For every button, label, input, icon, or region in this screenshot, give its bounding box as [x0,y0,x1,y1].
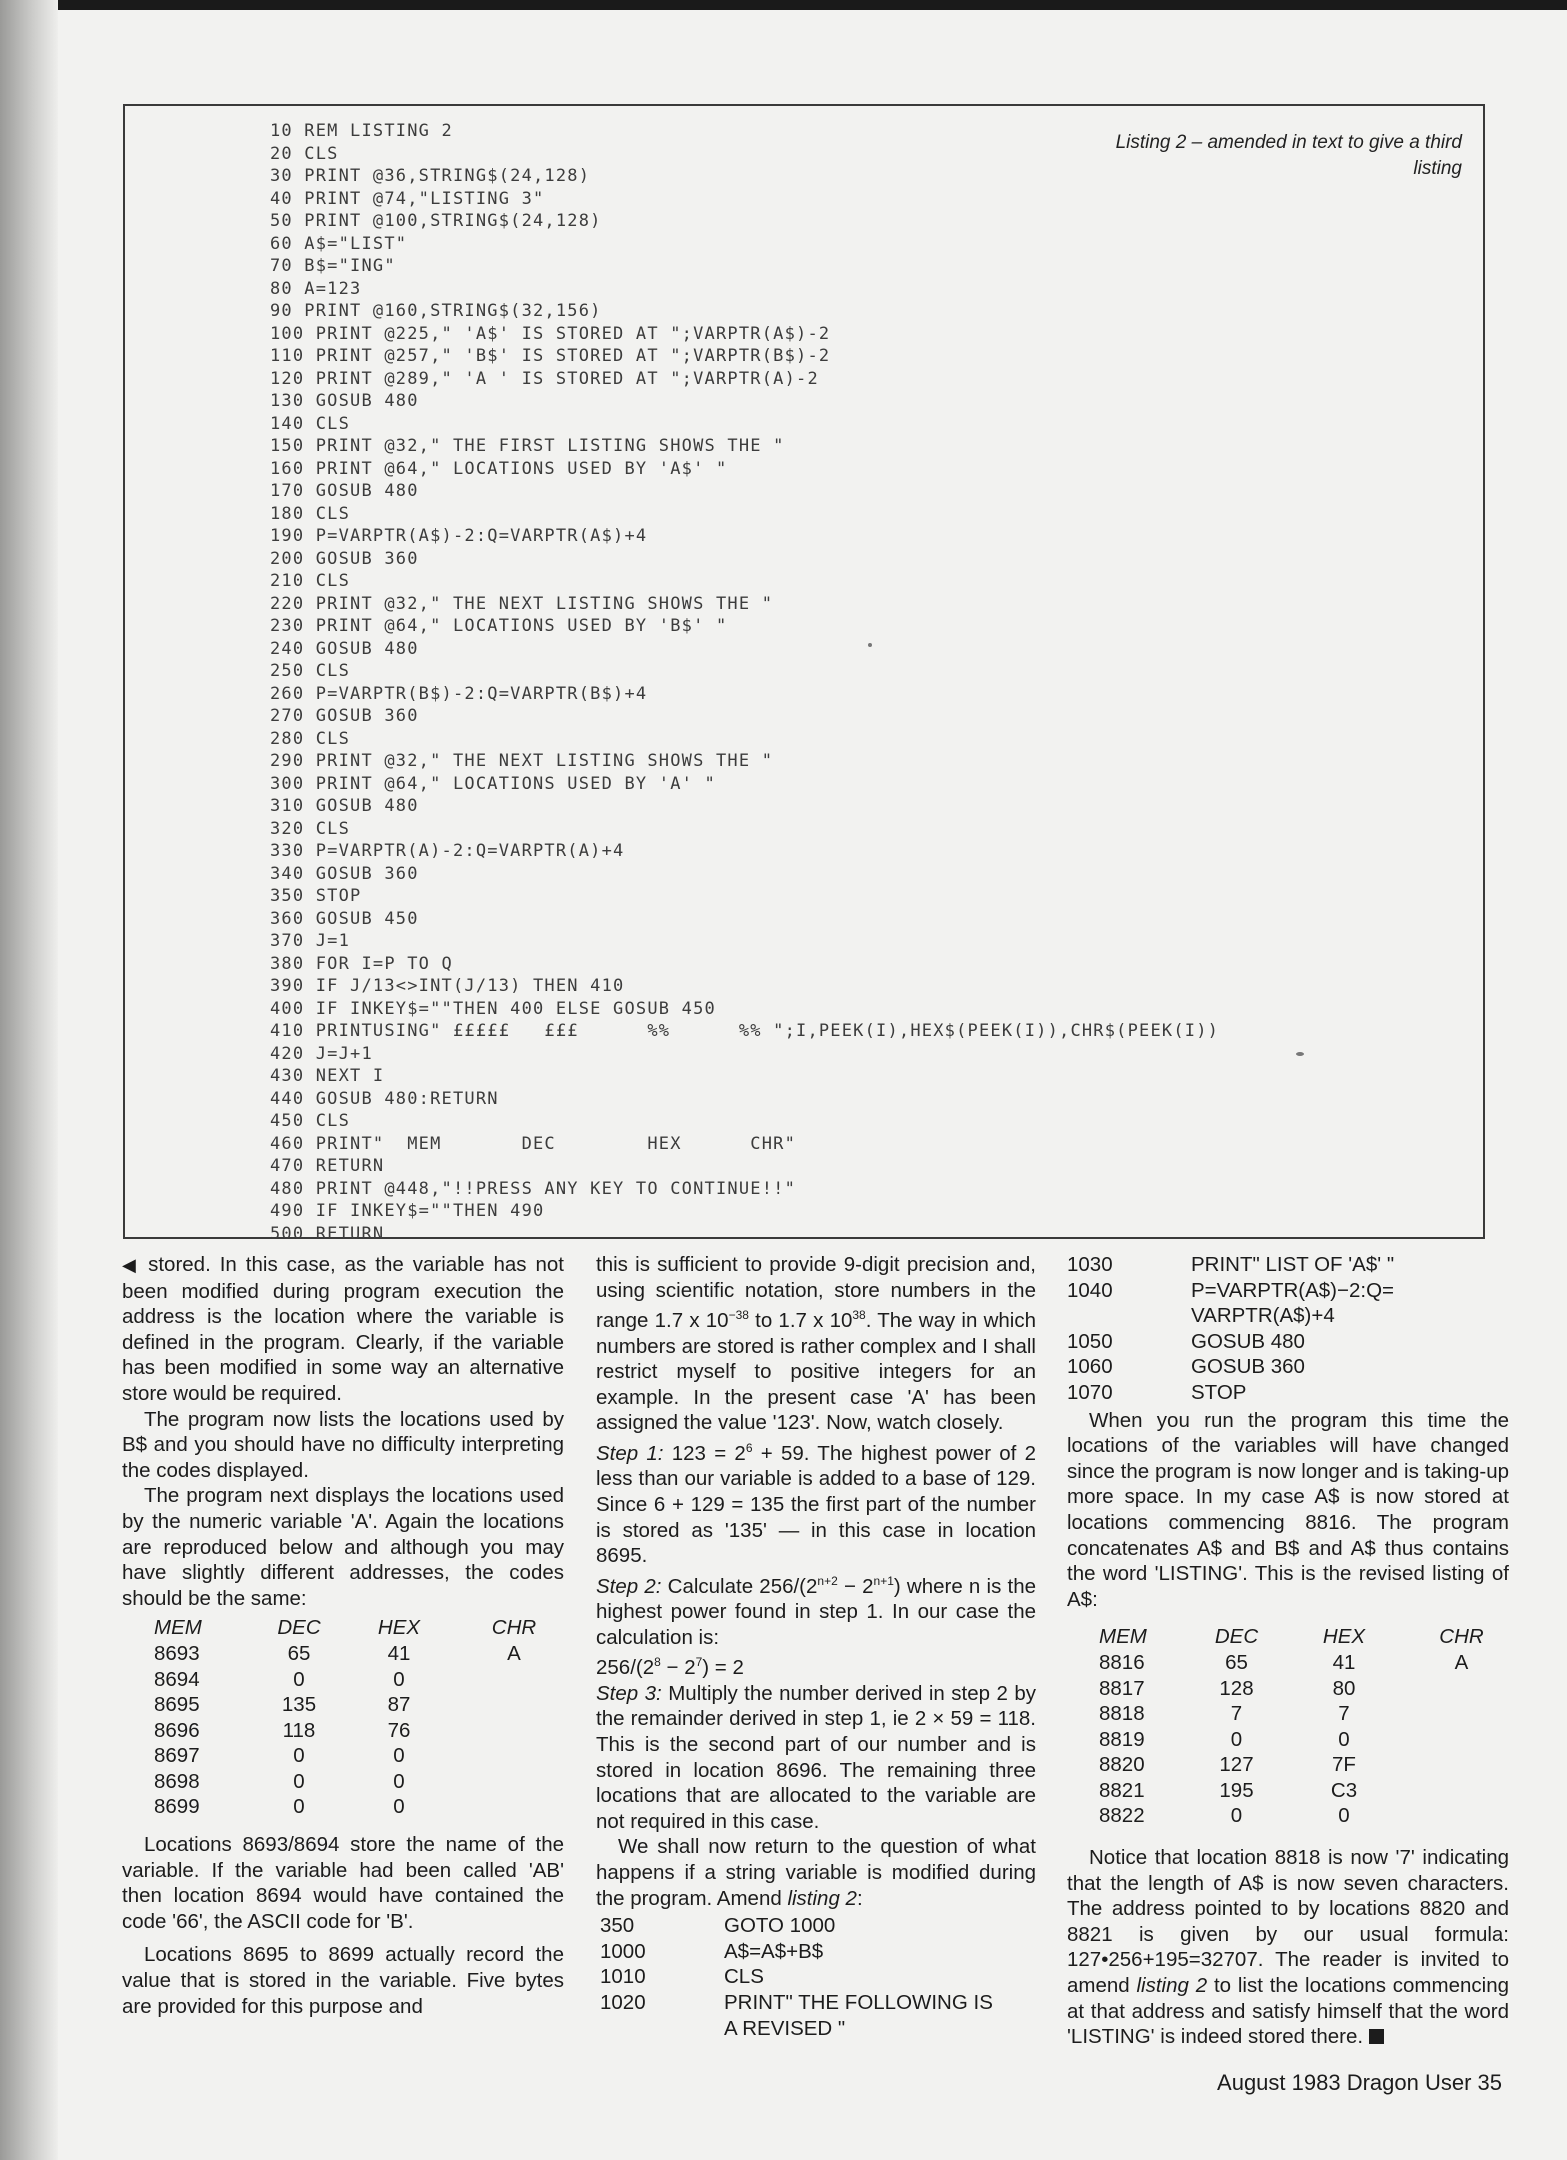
calculation: $256/(2^8 - 2^7) = 2$ [596,1655,744,1680]
line-text: GOSUB 360 [1191,1355,1305,1379]
code-line: 50 PRINT @100,STRING$(24,128) [270,211,602,231]
table-cell [464,1769,564,1795]
table-cell: 41 [387,1641,411,1665]
paragraph: Step 1: $123 = 2^6 + 59$. The highest power of 2 less than our variable is added to a base of 129. Since 6 + 129 = 135 the first part of the number is stored as '135' — in this case in location 8695. [596,1440,1037,1568]
line-text: P=VARPTR(A$)−2:Q= [1191,1278,1394,1302]
table-cell: 76 [387,1718,411,1742]
code-line: 340 GOSUB 360 [270,863,419,884]
table-cell: 0 [293,1769,305,1793]
page-footer: August 1983 Dragon User 35 [1217,2070,1502,2095]
table-cell: A [1454,1650,1469,1674]
table-cell: 195 [1219,1778,1254,1802]
program-line [1067,1329,1509,1355]
program-line [596,1939,1036,1965]
code-line: 170 GOSUB 480 [270,481,419,501]
paragraph: Locations 8693/8694 store the name of the variable. If the variable had been called 'AB' then location 8694 would have contained the code '66', the ASCII code for 'B'. [122,1833,564,1933]
table-cell [464,1718,564,1744]
code-line: 240 GOSUB 480 [270,638,419,659]
table-row [1067,1650,1509,1676]
table-cell: 8817 [1099,1676,1145,1700]
table-row [122,1641,564,1667]
line-number: 1040 [1067,1278,1113,1302]
table-cell: 0 [393,1795,405,1819]
table-cell: 8816 [1099,1650,1145,1674]
paragraph: Step 3: Multiply the number derived in step 2 by the remainder derived in step 1, ie 2 × 59 = 118. This is the second part of our number and is stored in location 8696. The remaining three locations that are allocated to the variable are not required in this case. [596,1681,1036,1833]
code-line: 100 PRINT @225," 'A$' IS STORED AT ";VARPTR(A$)-2 [270,323,831,344]
table-cell [1414,1778,1509,1804]
table-cell [464,1692,564,1718]
page-top-edge [0,0,1567,10]
code-line: 150 PRINT @32," THE FIRST LISTING SHOWS THE " [270,436,785,456]
table-cell [464,1743,564,1769]
table-cell: 128 [1219,1676,1254,1700]
code-line: 110 PRINT @257," 'B$' IS STORED AT ";VARPTR(B$)-2 [270,346,831,366]
table-cell: 87 [387,1693,411,1717]
program-line [1067,1354,1509,1380]
program-amendment [596,1913,1036,2041]
line-text: PRINT" THE FOLLOWING IS [724,1990,993,2014]
line-text: VARPTR(A$)+4 [1191,1304,1335,1328]
table-cell: 8818 [1099,1702,1145,1726]
code-line: 390 IF J/13<>INT(J/13) THEN 410 [270,976,625,996]
print-speck [868,643,872,647]
line-number: 1070 [1067,1380,1113,1404]
table-header: MEM [1099,1625,1147,1649]
code-line: 70 B$="ING" [270,256,396,276]
table-row [1067,1701,1509,1727]
table-cell: 8819 [1099,1727,1145,1751]
line-number: 1010 [600,1965,646,1989]
paragraph: We shall now return to the question of what happens if a string variable is modified during the program. Amend listing 2: [596,1835,1036,1910]
code-line: 160 PRINT @64," LOCATIONS USED BY 'A$' " [270,458,728,479]
code-line: 300 PRINT @64," LOCATIONS USED BY 'A' " [270,773,716,794]
code-line: 270 GOSUB 360 [270,706,419,726]
code-line: 400 IF INKEY$=""THEN 400 ELSE GOSUB 450 [270,998,716,1019]
code-line: 60 A$="LIST" [270,233,408,254]
continued-marker-icon: ◀ [122,1255,140,1275]
table-row [1067,1752,1509,1778]
table-row [122,1667,564,1693]
line-text: STOP [1191,1380,1247,1404]
table-cell: 8695 [154,1693,200,1717]
basic-listing [270,120,1380,1245]
table-cell: 80 [1332,1676,1356,1700]
code-line: 450 CLS [270,1111,351,1131]
table-cell: 8697 [154,1744,200,1768]
code-line: 220 PRINT @32," THE NEXT LISTING SHOWS THE " [270,593,774,614]
code-line: 90 PRINT @160,STRING$(32,156) [270,301,602,321]
paragraph: The program now lists the locations used by B$ and you should have no difficulty interpreting the codes displayed. [122,1407,564,1482]
paragraph: this is sufficient to provide 9-digit precision and, using scientific notation, store numbers in the range 1.7 x $10^{-38}$ to 1.7 x $10^{38}$. The way in which numbers are stored is rather complex and I shall restrict myself to positive integers for an example. In the present case 'A' has been assigned the value '123'. Now, watch closely. [596,1253,1036,1435]
program-line [596,2016,1036,2042]
code-line: 200 GOSUB 360 [270,548,419,569]
program-amendment [1067,1252,1509,1406]
table-cell: 0 [393,1769,405,1793]
line-text: A$=A$+B$ [724,1939,824,1963]
code-line: 460 PRINT" MEM DEC HEX CHR" [270,1133,797,1154]
memory-table-b [1067,1624,1509,1829]
line-text: GOSUB 480 [1191,1329,1305,1353]
table-header: DEC [1214,1625,1259,1649]
table-cell: 8822 [1099,1804,1145,1828]
code-line: 210 CLS [270,571,351,591]
table-row [122,1692,564,1718]
table-cell: 8821 [1099,1778,1145,1802]
code-line: 410 PRINTUSING" £££££ £££ %% %% ";I,PEEK(I),HEX$(PEEK(I)),CHR$(PEEK(I)) [270,1021,1220,1041]
table-header: MEM [154,1616,202,1640]
table-cell: 7 [1230,1702,1243,1726]
table-cell: 0 [293,1744,305,1768]
table-cell: 0 [393,1667,405,1691]
table-cell: 65 [287,1641,311,1665]
table-cell: 0 [1230,1804,1243,1828]
print-speck [1296,1052,1304,1056]
line-number: 1060 [1067,1355,1113,1379]
code-line: 490 IF INKEY$=""THEN 490 [270,1201,545,1221]
table-row [122,1794,564,1820]
table-cell: 0 [1338,1727,1350,1751]
table-cell: A [507,1641,521,1665]
table-cell: 8696 [154,1718,200,1742]
table-cell [1414,1676,1509,1702]
code-line: 30 PRINT @36,STRING$(24,128) [270,166,591,186]
program-line [1067,1252,1509,1278]
code-line: 10 REM LISTING 2 [270,121,453,141]
program-line [596,1990,1036,2016]
program-line [596,1913,1036,1939]
table-cell: C3 [1330,1778,1358,1802]
line-number: 350 [600,1914,635,1938]
table-cell: 135 [281,1693,317,1717]
code-line: 500 RETURN [270,1223,385,1244]
table-header: CHR [1439,1625,1484,1649]
code-line: 130 GOSUB 480 [270,391,419,411]
code-line: 380 FOR I=P TO Q [270,953,453,974]
code-line: 280 CLS [270,728,351,749]
table-row [1067,1778,1509,1804]
table-cell [1414,1701,1509,1727]
table-cell: 7F [1332,1753,1356,1777]
code-line: 330 P=VARPTR(A)-2:Q=VARPTR(A)+4 [270,841,625,861]
table-header: HEX [1322,1625,1366,1649]
article-column-2 [596,1252,1036,2043]
code-line: 370 J=1 [270,931,351,951]
table-cell: 127 [1219,1753,1254,1777]
table-cell: 8698 [154,1769,200,1793]
article-column-3 [1067,1252,1509,2050]
table-cell: 7 [1338,1702,1350,1726]
code-line: 260 P=VARPTR(B$)-2:Q=VARPTR(B$)+4 [270,683,648,704]
table-cell [464,1667,564,1693]
code-line: 40 PRINT @74,"LISTING 3" [270,188,545,209]
table-cell: 8820 [1099,1753,1145,1777]
line-number [596,2016,724,2042]
table-cell: 8699 [154,1795,200,1819]
table-cell: 0 [293,1667,305,1691]
paragraph: Notice that location 8818 is now '7' indicating that the length of A$ is now seven characters. The address pointed to by locations 8820 and 8821 is given by our usual formula: 127•256+195=32707. The reader is invited to amend listing 2 to list the locations commencing at that address and satisfy himself that the word 'LISTING' is indeed stored there. [1067,1846,1509,2049]
code-line: 20 CLS [270,143,339,164]
paragraph: Locations 8695 to 8699 actually record the value that is stored in the variable. Five bytes are provided for this purpose and [122,1943,564,2018]
table-cell: 41 [1332,1650,1356,1674]
line-number [1067,1303,1191,1329]
code-line: 360 GOSUB 450 [270,908,419,929]
line-number: 1020 [600,1990,646,2014]
program-line [1067,1380,1509,1406]
line-text: A REVISED " [724,2016,846,2040]
table-cell: 0 [393,1744,405,1768]
code-line: 350 STOP [270,886,362,906]
line-number: 1000 [600,1939,646,1963]
table-cell: 65 [1225,1650,1248,1674]
line-text: PRINT" LIST OF 'A$' " [1191,1253,1395,1276]
code-line: 310 GOSUB 480 [270,796,419,816]
code-line: 480 PRINT @448,"!!PRESS ANY KEY TO CONTINUE!!" [270,1178,797,1199]
table-header: DEC [277,1616,321,1640]
table-cell: 118 [282,1718,316,1742]
line-number: 1050 [1067,1329,1113,1353]
table-cell [1414,1803,1509,1829]
table-row [1067,1676,1509,1702]
code-line: 290 PRINT @32," THE NEXT LISTING SHOWS THE " [270,751,774,771]
program-line [1067,1278,1509,1304]
end-mark-icon [1369,2029,1384,2044]
table-header: CHR [491,1616,537,1640]
paragraph: ◀ stored. In this case, as the variable has not been modified during program execution the address is the location where the variable is defined in the program. Clearly, if the variable has been modified in some way an alternative store would be required. [122,1253,564,1405]
code-line: 250 CLS [270,661,351,681]
code-line: 430 NEXT I [270,1066,385,1086]
table-header: HEX [377,1616,421,1640]
paragraph: When you run the program this time the locations of the variables will have changed since the program is now longer and is taking-up more space. In my case A$ is now stored at locations commencing 8816. The program concatenates A$ and B$ and A$ thus contains the word 'LISTING'. This is the revised listing of A$: [1067,1408,1509,1611]
table-row [1067,1727,1509,1753]
program-line [596,1964,1036,1990]
table-cell: 0 [293,1795,305,1819]
paragraph: The program next displays the locations used by the numeric variable 'A'. Again the locations are reproduced below and although you may have slightly different addresses, the codes should be the same: [122,1484,564,1610]
table-cell: 0 [1338,1804,1350,1828]
table-row [122,1718,564,1744]
table-row [122,1769,564,1795]
code-line: 190 P=VARPTR(A$)-2:Q=VARPTR(A$)+4 [270,526,648,546]
code-line: 470 RETURN [270,1156,385,1176]
paragraph: Step 2: Calculate $256/(2^{n+2} - 2^{n+1})$ where n is the highest power found in step 1. In our case the calculation is: [596,1573,1036,1649]
code-line: 230 PRINT @64," LOCATIONS USED BY 'B$' " [270,616,728,636]
code-line: 180 CLS [270,503,351,524]
table-cell [1414,1752,1509,1778]
table-cell [464,1794,564,1820]
listing-caption: Listing 2 – amended in text to give a third listing [1115,132,1462,179]
table-cell: 8693 [154,1641,200,1665]
table-row [1067,1803,1509,1829]
program-line [1067,1303,1509,1329]
page-spine-shadow [0,0,58,2160]
code-line: 80 A=123 [270,278,362,299]
line-number: 1030 [1067,1253,1113,1276]
table-cell: 8694 [154,1667,200,1691]
line-text: CLS [724,1965,764,1989]
code-line: 140 CLS [270,413,351,434]
article-column-1 [122,1252,564,2019]
line-text: GOTO 1000 [724,1914,836,1938]
table-cell [1414,1727,1509,1753]
code-line: 420 J=J+1 [270,1043,373,1064]
table-row [122,1743,564,1769]
code-line: 320 CLS [270,818,351,839]
code-line: 440 GOSUB 480:RETURN [270,1088,499,1109]
table-cell: 0 [1230,1727,1243,1751]
memory-table-a [122,1615,564,1820]
code-line: 120 PRINT @289," 'A ' IS STORED AT ";VARPTR(A)-2 [270,368,819,389]
